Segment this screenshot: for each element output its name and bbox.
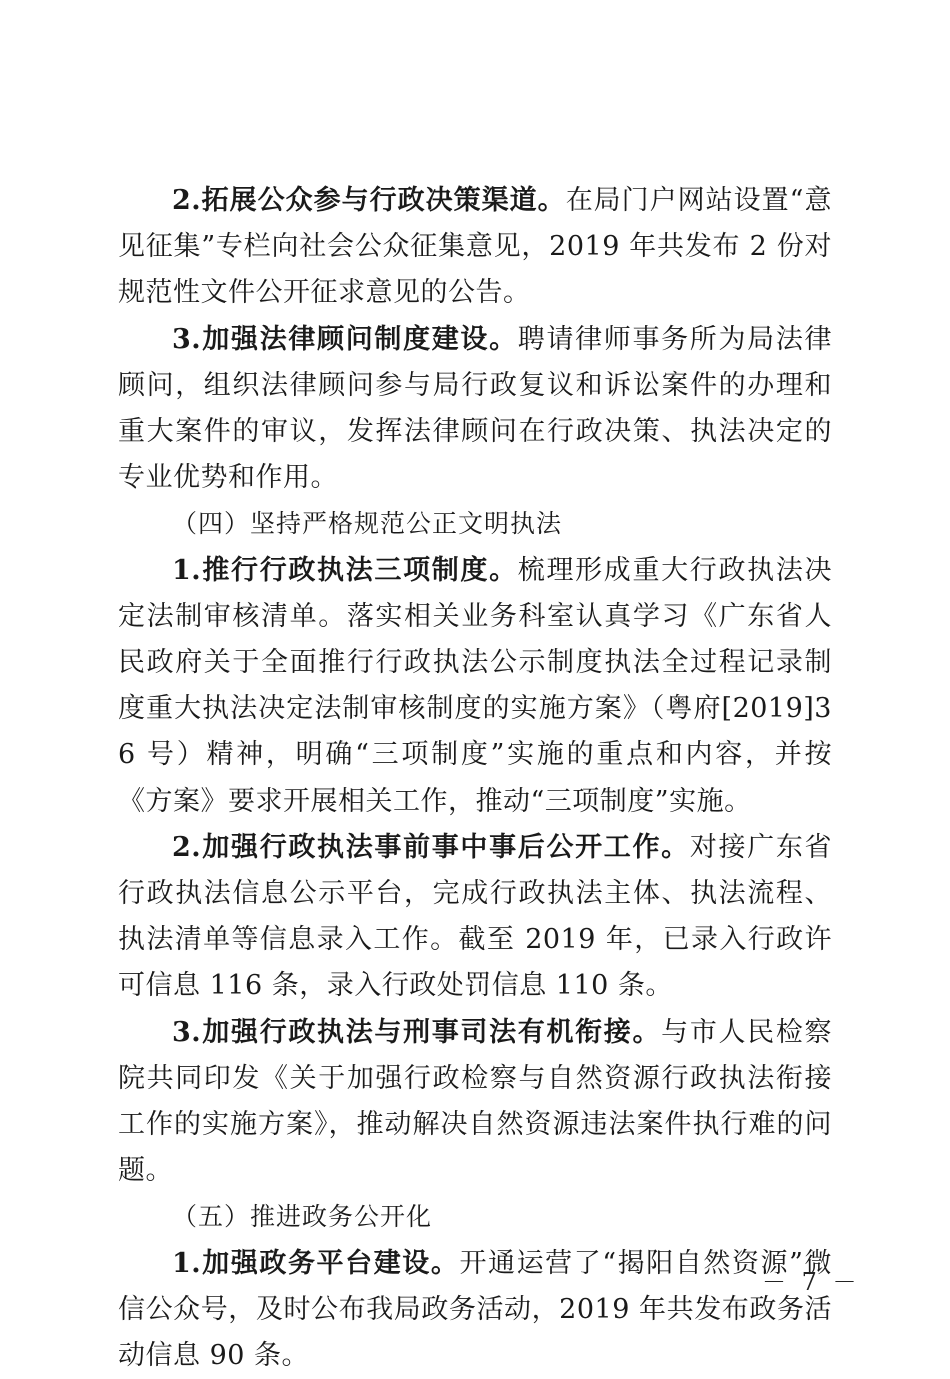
paragraph-heading: 2.加强行政执法事前事中事后公开工作。 <box>172 831 690 863</box>
paragraph-heading: 3.加强行政执法与刑事司法有机衔接。 <box>172 1016 662 1048</box>
paragraph-body: 开通运营了“揭阳自然资源”微信公众号，及时公布我局政务活动，2019 年共发布政务活动信息 90 条。 <box>118 1247 833 1372</box>
paragraph-heading: 3.加强法律顾问制度建设。 <box>172 323 518 355</box>
document-body <box>118 178 832 1379</box>
paragraph-body: 梳理形成重大行政执法决定法制审核清单。落实相关业务科室认真学习《广东省人民政府关于全面推行行政执法公示制度执法全过程记录制度重大执法决定法制审核制度的实施方案》（粤府[2019]36 号）精神，明确“三项制度”实施的重点和内容，并按《方案》要求开展相关工作，推动“三项制度”实施。 <box>118 554 832 817</box>
section-subhead-five: （五）推进政务公开化 <box>172 1202 433 1232</box>
paragraph-body: 与市人民检察院共同印发《关于加强行政检察与自然资源行政执法衔接工作的实施方案》，推动解决自然资源违法案件执行难的问题。 <box>118 1016 833 1187</box>
paragraph-public-participation <box>118 178 832 317</box>
paragraph-body: 聘请律师事务所为局法律顾问，组织法律顾问参与局行政复议和诉讼案件的办理和重大案件的审议，发挥法律顾问在行政决策、执法决定的专业优势和作用。 <box>118 323 832 494</box>
paragraph-criminal-justice-link <box>118 1010 832 1195</box>
paragraph-heading: 2.拓展公众参与行政决策渠道。 <box>172 185 566 216</box>
paragraph-enforcement-disclosure <box>118 825 832 1010</box>
paragraph-body: 在局门户网站设置“意见征集”专栏向社会公众征集意见，2019 年共发布 2 份对规范性文件公开征求意见的公告。 <box>118 185 832 309</box>
section-subhead-four: （四）坚持严格规范公正文明执法 <box>172 509 563 539</box>
paragraph-heading: 1.推行行政执法三项制度。 <box>172 554 518 586</box>
page-number: － 7 － <box>762 1268 861 1296</box>
paragraph-heading: 1.加强政务平台建设。 <box>172 1247 460 1279</box>
paragraph-legal-advisor <box>118 317 832 502</box>
paragraph-platform-building <box>118 1241 832 1379</box>
paragraph-body: 对接广东省行政执法信息公示平台，完成行政执法主体、执法流程、执法清单等信息录入工作。截至 2019 年，已录入行政许可信息 116 条，录入行政处罚信息 110 条。 <box>118 831 833 1002</box>
paragraph-three-systems <box>118 548 832 825</box>
